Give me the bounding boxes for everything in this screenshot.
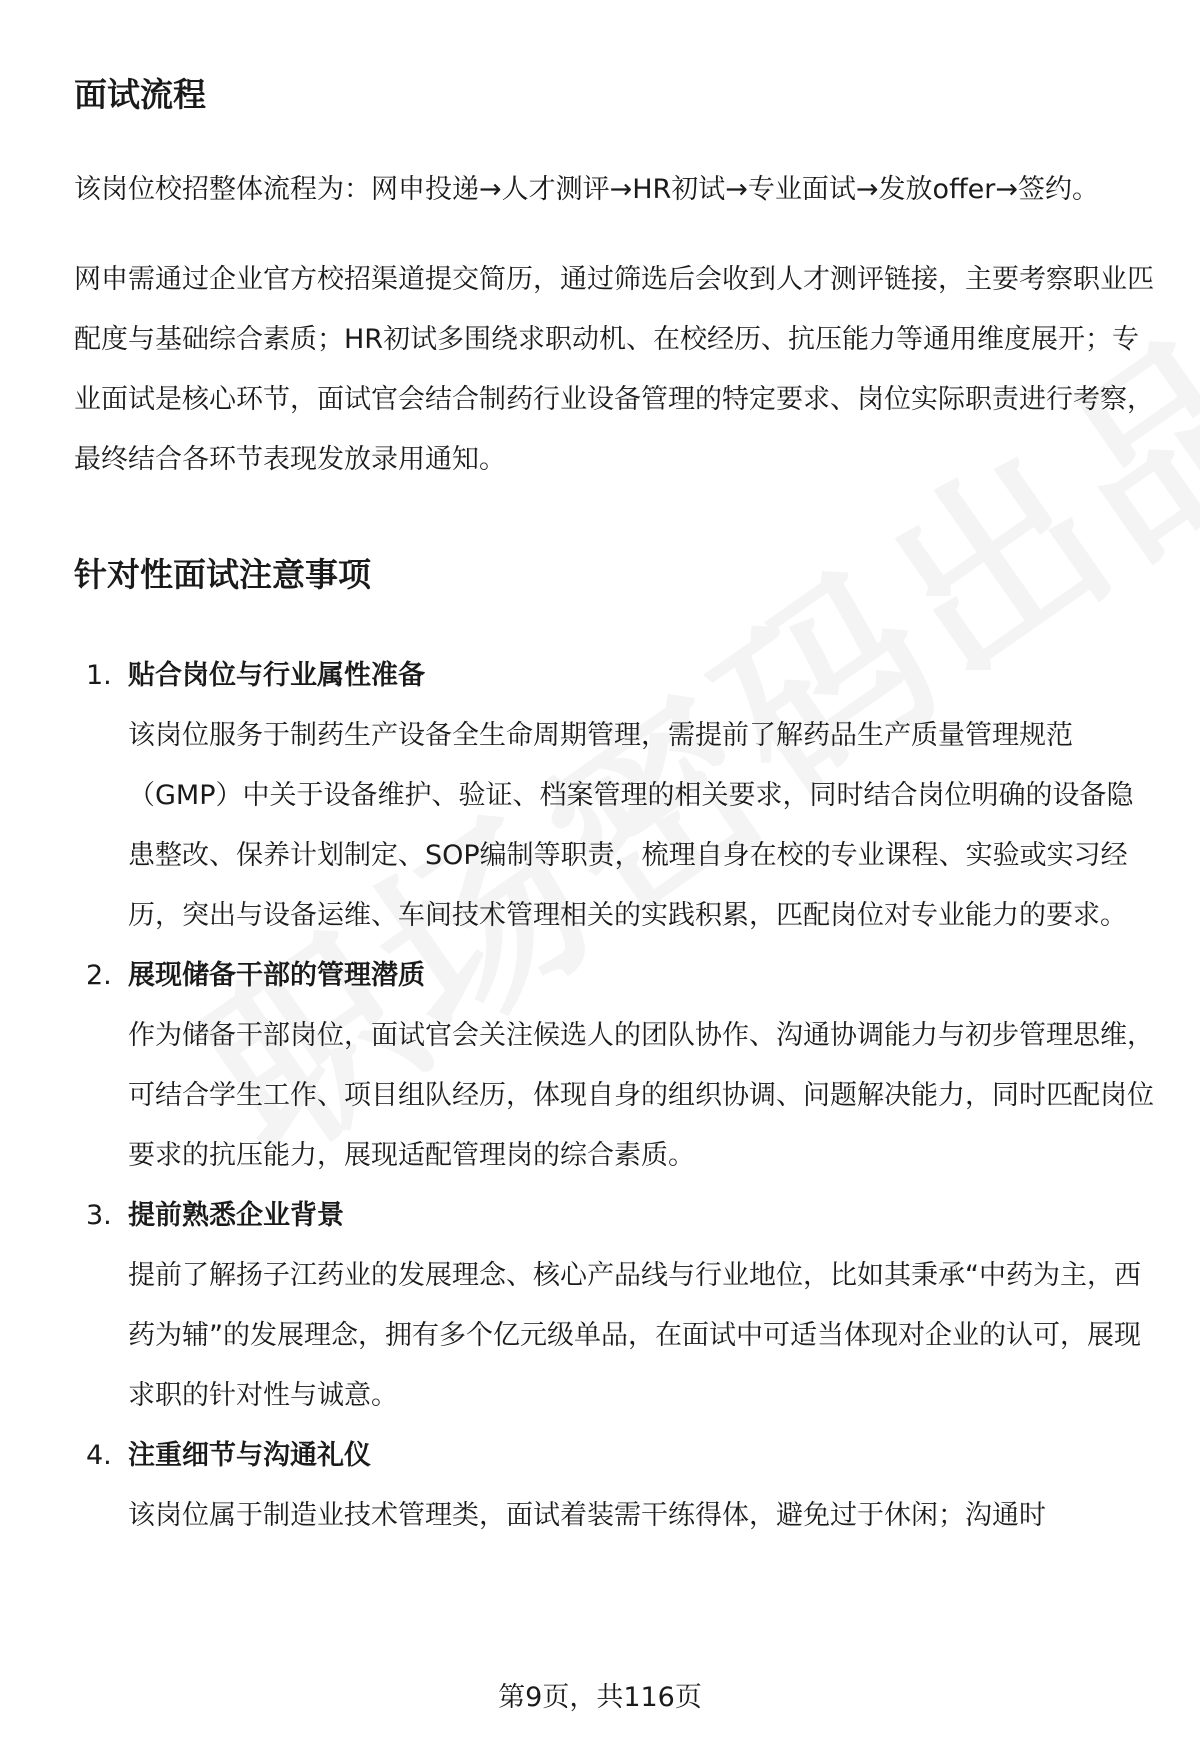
- list-item-title: 贴合岗位与行业属性准备: [128, 660, 425, 691]
- list-item-body: 提前了解扬子江药业的发展理念、核心产品线与行业地位，比如其秉承“中药为主，西药为辅”的发展理念，拥有多个亿元级单品，在面试中可适当体现对企业的认可，展现求职的针对性与诚意。: [128, 1260, 1141, 1411]
- list-number: 3.: [86, 1200, 112, 1231]
- list-item: [74, 646, 1154, 946]
- list-item-title: 提前熟悉企业背景: [128, 1200, 344, 1231]
- list-item: [74, 946, 1154, 1186]
- section-title-interview-process: 面试流程: [74, 75, 206, 114]
- list-item-body: 作为储备干部岗位，面试官会关注候选人的团队协作、沟通协调能力与初步管理思维，可结合学生工作、项目组队经历，体现自身的组织协调、问题解决能力，同时匹配岗位要求的抗压能力，展现适配管理岗的综合素质。: [128, 1020, 1154, 1171]
- list-item-body: 该岗位服务于制药生产设备全生命周期管理，需提前了解药品生产质量管理规范（GMP）中关于设备维护、验证、档案管理的相关要求，同时结合岗位明确的设备隐患整改、保养计划制定、SOP编制等职责，梳理自身在校的专业课程、实验或实习经历，突出与设备运维、车间技术管理相关的实践积累，匹配岗位对专业能力的要求。: [128, 720, 1134, 931]
- tips-list: [74, 646, 1154, 1546]
- document-body: [74, 60, 1154, 1546]
- list-item: [74, 1426, 1154, 1546]
- list-number: 1.: [86, 660, 112, 691]
- paragraph-process-detail: 网申需通过企业官方校招渠道提交简历，通过筛选后会收到人才测评链接，主要考察职业匹配度与基础综合素质；HR初试多围绕求职动机、在校经历、抗压能力等通用维度展开；专业面试是核心环节，面试官会结合制药行业设备管理的特定要求、岗位实际职责进行考察，最终结合各环节表现发放录用通知。: [74, 264, 1154, 475]
- list-number: 2.: [86, 960, 112, 991]
- paragraph-process-overview: 该岗位校招整体流程为：网申投递→人才测评→HR初试→专业面试→发放offer→签约。: [74, 174, 1100, 205]
- list-item: [74, 1186, 1154, 1426]
- list-item-body: 该岗位属于制造业技术管理类，面试着装需干练得体，避免过于休闲；沟通时: [128, 1500, 1046, 1531]
- list-item-title: 展现储备干部的管理潜质: [128, 960, 425, 991]
- list-item-title: 注重细节与沟通礼仪: [128, 1440, 371, 1471]
- page-footer: 第9页，共116页: [498, 1682, 702, 1713]
- section-title-interview-tips: 针对性面试注意事项: [74, 555, 371, 594]
- list-number: 4.: [86, 1440, 112, 1471]
